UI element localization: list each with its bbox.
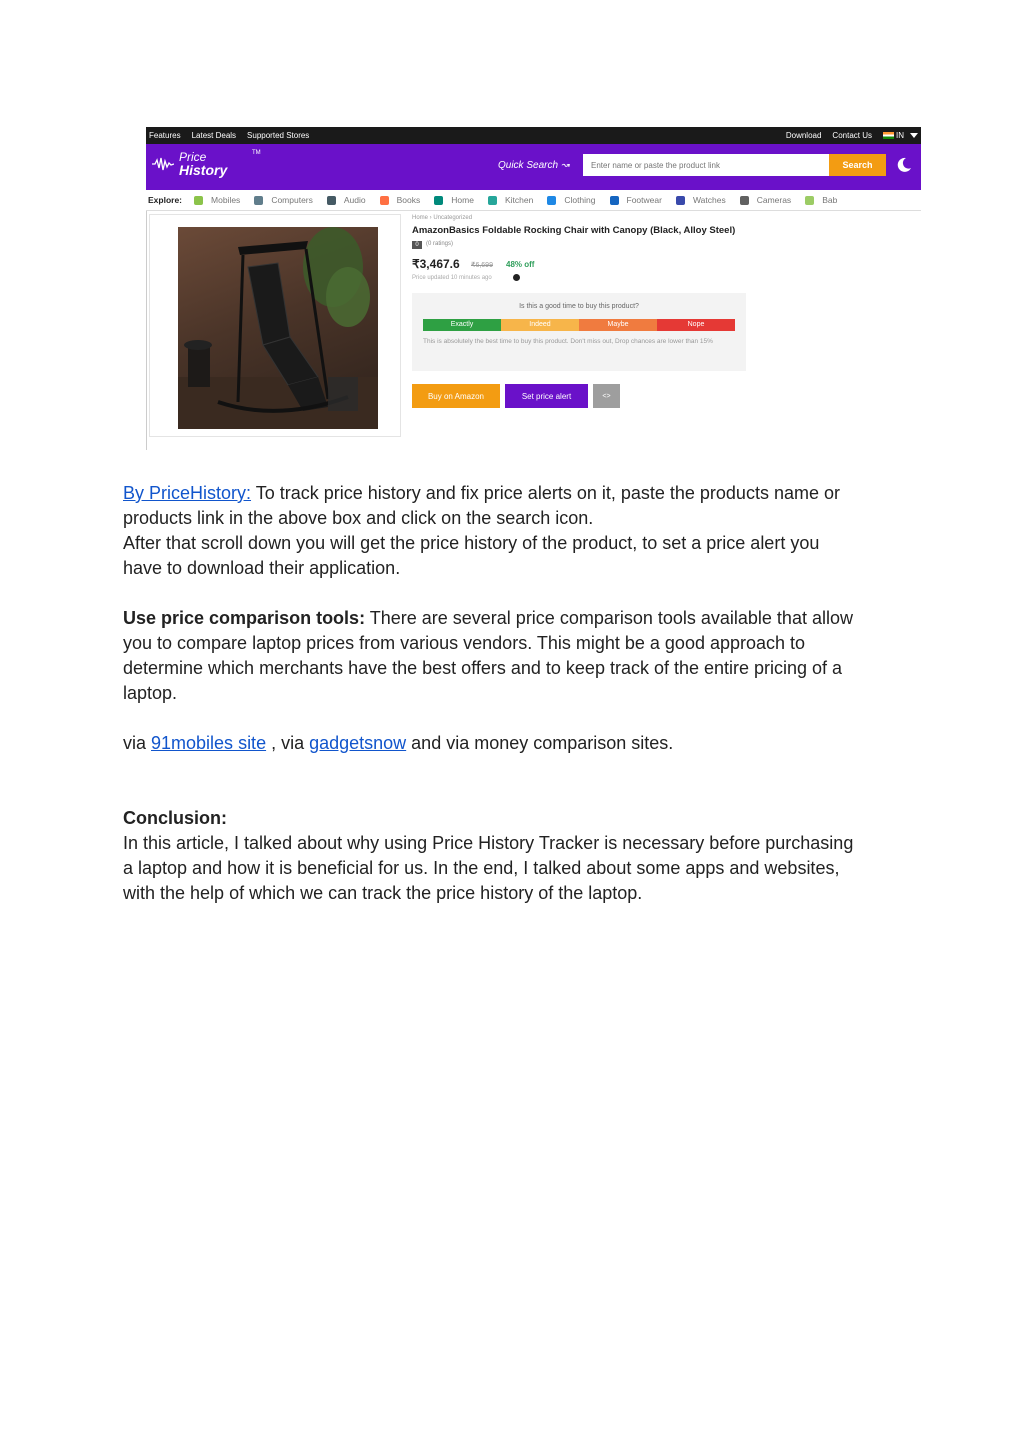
pricehistory-link[interactable]: By PriceHistory: (123, 483, 252, 503)
meter-segment-exactly: Exactly (423, 319, 501, 331)
good-time-to-buy-panel (412, 293, 746, 371)
category-label: Mobiles (211, 195, 241, 205)
mrp-price: ₹6,699 (471, 262, 493, 269)
topbar-link-download[interactable]: Download (785, 131, 822, 140)
mobile-icon (194, 196, 203, 205)
p1-line3: After that scroll down you will get the price history of the product, to set a price alert you (123, 533, 820, 553)
set-price-alert-button[interactable]: Set price alert (505, 384, 588, 408)
category-label: Watches (692, 195, 726, 205)
clothing-icon (547, 196, 556, 205)
conclusion-heading (123, 806, 903, 831)
site-header (146, 144, 921, 190)
category-label: Computers (271, 195, 313, 205)
baby-icon (805, 196, 814, 205)
category-baby[interactable] (805, 195, 837, 205)
good-time-question: Is this a good time to buy this product? (519, 303, 639, 310)
breadcrumb[interactable]: Home › Uncategorized (412, 215, 473, 221)
category-computers[interactable] (254, 195, 313, 205)
topbar-link-supported-stores[interactable]: Supported Stores (247, 131, 310, 140)
p2-line3: determine which merchants have the best offers and to keep track of the entire pricing of a (123, 658, 843, 678)
divider (146, 211, 147, 450)
paragraph-comparison-tools (123, 606, 903, 706)
conclusion-line2: a laptop and how it is beneficial for us. In the end, I talked about some apps and websites, (123, 858, 840, 878)
home-icon (434, 196, 443, 205)
rating-badge: 0 (412, 241, 422, 249)
category-kitchen[interactable] (488, 195, 533, 205)
category-label: Cameras (756, 195, 792, 205)
logo-word-price: Price (179, 150, 207, 164)
conclusion-heading-text: Conclusion: (123, 808, 227, 828)
p2-bold-lead: Use price comparison tools: (123, 608, 366, 628)
explore-label: Explore: (148, 195, 183, 205)
p1-line1-text: To track price history and fix price alerts on it, paste the products name or (251, 483, 840, 503)
topbar-link-features[interactable]: Features (149, 131, 181, 140)
category-home[interactable] (434, 195, 474, 205)
caret-down-icon (910, 133, 918, 138)
p2-line1-text: There are several price comparison tools available that allow (365, 608, 853, 628)
quick-search-text: Quick Search (498, 160, 559, 171)
category-mobiles[interactable] (194, 195, 240, 205)
topbar-link-contact-us[interactable]: Contact Us (832, 131, 872, 140)
p3-via-text: , via (266, 733, 310, 753)
conclusion-line1: In this article, I talked about why using Price History Tracker is necessary before purchasing (123, 833, 854, 853)
explore-category-bar (146, 190, 921, 211)
p1-line2: products link in the above box and click on the search icon. (123, 508, 594, 528)
price-updated-text: Price updated 10 minutes ago (412, 275, 492, 281)
category-watches[interactable] (676, 195, 726, 205)
india-flag-icon (883, 132, 894, 139)
footwear-icon (610, 196, 619, 205)
meter-segment-indeed: Indeed (501, 319, 579, 331)
product-image-card (149, 214, 401, 437)
category-label: Books (396, 195, 421, 205)
p1-line4: have to download their application. (123, 558, 401, 578)
paragraph-pricehistory (123, 481, 903, 581)
category-clothing[interactable] (547, 195, 595, 205)
p2-line1 (123, 606, 903, 631)
ratings-count: (0 ratings) (426, 241, 454, 247)
p3-rest-text: and via money comparison sites. (406, 733, 674, 753)
rocking-chair-image (178, 227, 378, 429)
watch-icon (676, 196, 685, 205)
pricehistory-screenshot (146, 127, 921, 450)
p3-via-text: via (123, 733, 152, 753)
site-logo[interactable] (152, 151, 227, 177)
topbar-link-latest-deals[interactable]: Latest Deals (191, 131, 237, 140)
meter-segment-nope: Nope (657, 319, 735, 331)
category-label: Footwear (626, 195, 662, 205)
conclusion-line3: with the help of which we can track the price history of the laptop. (123, 883, 643, 903)
category-label: Home (451, 195, 474, 205)
embed-code-button[interactable]: <> (593, 384, 620, 408)
p2-line2: you to compare laptop prices from various vendors. This might be a good approach to (123, 633, 806, 653)
product-photo (178, 227, 378, 429)
category-label: Kitchen (504, 195, 534, 205)
discount-badge: 48% off (506, 260, 535, 269)
p3-line (123, 731, 903, 756)
category-cameras[interactable] (740, 195, 791, 205)
country-selector[interactable] (883, 131, 918, 140)
current-price: ₹3,467.6 (412, 257, 460, 271)
search-input[interactable] (583, 154, 829, 176)
headphones-icon (327, 196, 336, 205)
trademark: TM (252, 150, 261, 156)
p1-line1 (123, 481, 903, 506)
info-icon[interactable] (513, 274, 520, 281)
country-code: IN (896, 131, 904, 140)
kitchen-icon (488, 196, 497, 205)
91mobiles-link[interactable]: 91mobiles site (151, 733, 267, 753)
category-label: Clothing (564, 195, 596, 205)
category-books[interactable] (380, 195, 421, 205)
top-bar (146, 127, 921, 144)
p2-line4: laptop. (123, 683, 178, 703)
paragraph-conclusion (123, 806, 903, 906)
paragraph-via-links (123, 731, 903, 756)
category-label: Audio (343, 195, 366, 205)
gadgetsnow-link[interactable]: gadgetsnow (309, 733, 407, 753)
camera-icon (740, 196, 749, 205)
category-audio[interactable] (327, 195, 366, 205)
waveform-icon (152, 157, 174, 171)
product-title: AmazonBasics Foldable Rocking Chair with Canopy (Black, Alloy Steel) (412, 225, 736, 236)
good-time-meter (423, 319, 735, 331)
category-label: Bab (822, 195, 838, 205)
dark-mode-moon-icon[interactable] (896, 157, 912, 173)
quick-search-label: Quick Search ↝ (498, 160, 570, 171)
book-icon (380, 196, 389, 205)
search-button[interactable]: Search (829, 154, 886, 176)
good-time-note: This is absolutely the best time to buy this product. Don't miss out, Drop chances are lower than 15% (423, 338, 713, 345)
product-section (146, 211, 921, 450)
category-footwear[interactable] (610, 195, 662, 205)
meter-segment-maybe: Maybe (579, 319, 657, 331)
buy-on-amazon-button[interactable]: Buy on Amazon (412, 384, 500, 408)
logo-word-history: History (179, 162, 228, 178)
computer-icon (254, 196, 263, 205)
